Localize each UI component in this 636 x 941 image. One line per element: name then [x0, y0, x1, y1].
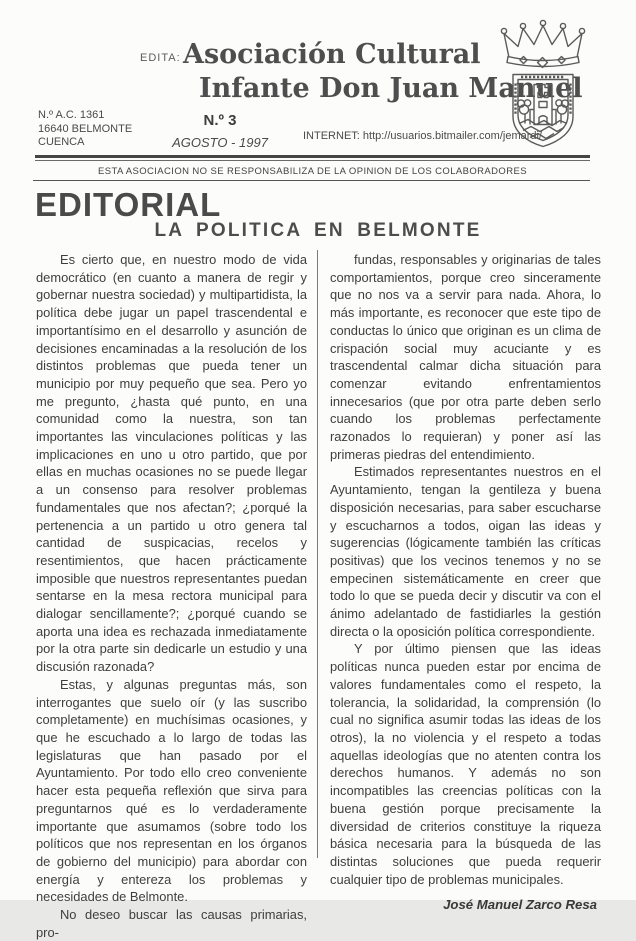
issue-number: N.º 3 — [203, 112, 237, 129]
article-headline: LA POLITICA EN BELMONTE — [154, 220, 482, 241]
paragraph: fundas, responsables y originarias de tales comportamientos, porque creo sinceramente que no nos va a servir para nada. Ahora, lo más importante, es reconocer que este tipo de conductas lo único que originan es un clima de crispación social muy acuciante y es trascendental calmar dicha situación para comenzar evitando enfrentamientos innecesarios (que por otra parte deben serlo cuando los problemas perfectamente razonados lo requieran) y poner así las primeras piedras del entendimiento. — [330, 252, 601, 462]
registry-postal: 16640 BELMONTE — [38, 122, 133, 135]
issue-date: AGOSTO - 1997 — [172, 135, 268, 150]
edita-label: EDITA: — [140, 52, 181, 64]
internet-url: INTERNET: http://usuarios.bitmailer.com/jemardi/ — [303, 130, 543, 142]
paragraph: Es cierto que, en nuestro modo de vida democrático (en cuanto a manera de regir y gobernar nuestra sociedad) y multipartidista, la política debe jugar un papel trascendental e importantísimo en el desarrollo y asunción de decisiones encaminadas a la resolución de los distintos problemas que pueda tener un municipio por muy pequeño que sea. Pero yo me pregunto, ¿hasta qué punto, en una comunidad como la nuestra, son tan importantes las vinculaciones políticas y las implicaciones en uno u otro partido, que por ellas en muchas ocasiones no se puede llegar a un consenso para resolver problemas fundamentales que nos afectan?; ¿porqué la pertenencia a un partido u otro genera tal cantidad de suspicacias, recelos y resentimientos, que hacen prácticamente imposible que nuestros representantes puedan sentarse en la mesa rectora municipal para dialogar sencillamente?; ¿porqué cuando se aporta una idea es rechazada inmediatamente por la otra parte sin dedicarle un estudio y una discusión razonada? — [36, 252, 307, 675]
paragraph: Estas, y algunas preguntas más, son interrogantes que suelo oír (y las suscribo completamente) en muchísimas ocasiones, y que he escuchado a lo largo de todas las legislaturas que han pasado por el Ayuntamiento. Por todo ello creo conveniente hacer esta pequeña reflexión que sirva para preguntarnos qué es lo verdaderamente importante que asumamos (sobre todo los políticos que nos representan en los órganos de gobierno del municipio) para abordar con energía y entereza los problemas y necesidades de Belmonte. — [36, 676, 307, 905]
registry-block — [38, 109, 132, 150]
section-title: EDITORIAL — [35, 186, 222, 223]
paragraph: No deseo buscar las causas primarias, pro- — [36, 907, 307, 940]
article-column-right — [330, 251, 601, 914]
paragraph: Estimados representantes nuestros en el Ayuntamiento, tengan la gentileza y buena disposición necesarias, para saber escucharse y escucharnos a todos, oigan las ideas y sugerencias (lógicamente también las críticas positivas) que los vecinos tenemos y no se empecinen sistemáticamente en creer que todo lo que se pueda decir y discutir va con el ánimo adelantado de fastidiarles la gestión directa o la oposición política correspondiente. — [330, 464, 601, 639]
issue-block — [160, 112, 280, 150]
registry-province: CUENCA — [38, 136, 85, 148]
organization-name-line2: Infante Don Juan Manuel — [199, 73, 583, 104]
registry-number: N.º A.C. 1361 — [38, 109, 105, 121]
disclaimer-text: ESTA ASOCIACION NO SE RESPONSABILIZA DE LA OPINION DE LOS COLABORADORES — [98, 166, 527, 177]
organization-name-line1: Asociación Cultural — [183, 39, 481, 70]
header-double-rule — [35, 155, 590, 161]
paragraph: Y por último piensen que las ideas políticas nunca pueden estar por encima de valores fundamentales como el respeto, la tolerancia, la solidaridad, la comprensión (lo cual no significa asumir todas las ideas de los otros), la no violencia y el respeto a todas aquellas ideologías que no atenten contra los derechos humanos. Y además no son incompatibles las creencias políticas con la buena gestión porque precisamente la diversidad de criterios constituye la riqueza básica necesaria para la búsqueda de las distintas soluciones que pueda requerir cualquier tipo de problemas municipales. — [330, 641, 601, 887]
header-thin-rule — [33, 180, 590, 181]
author-signature: José Manuel Zarco Resa — [443, 897, 597, 913]
belmonte-coat-of-arms-icon — [488, 16, 598, 154]
article-column-left — [36, 251, 307, 941]
column-divider-rule — [317, 250, 318, 858]
